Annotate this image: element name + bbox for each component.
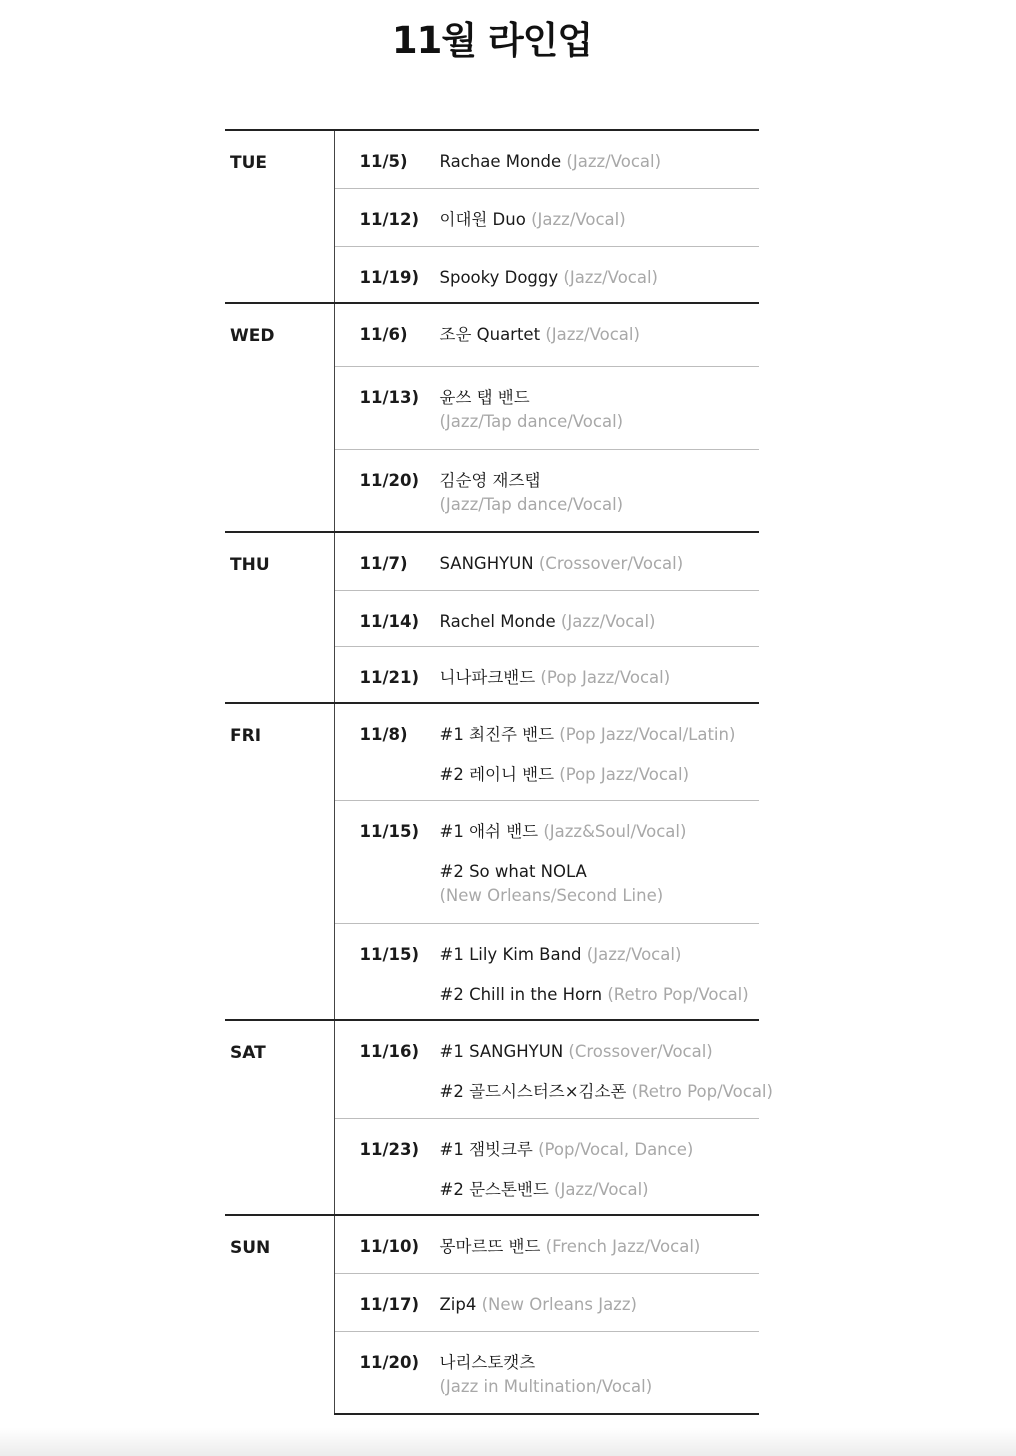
performance-date: 11/15) [359,944,419,964]
schedule-row [225,303,759,366]
act-list [440,666,760,690]
lineup-body [225,130,773,1414]
act-genre: (Jazz in Multination/Vocal) [439,1376,653,1396]
performance-date: 11/16) [359,1042,419,1061]
schedule-row [225,703,759,800]
act-item [440,1351,760,1399]
schedule-row [225,1215,759,1273]
entry-cell [334,646,759,703]
act-genre: (New Orleans Jazz) [481,1294,637,1314]
day-label: THU [230,555,270,575]
act-item [440,208,760,232]
act-name: #2 So what NOLA [439,861,587,881]
entry-cell [334,188,759,246]
performance-date: 11/19) [359,267,419,287]
bottom-fade [0,1428,1016,1456]
act-item [440,943,760,967]
performance-date: 11/12) [359,209,419,229]
act-list [440,1351,760,1399]
act-list [440,1138,760,1202]
act-genre: (Pop/Vocal, Dance) [538,1139,694,1159]
day-label: FRI [230,726,262,746]
lineup-table [225,129,773,1415]
act-name: 윤쓰 탭 밴드 [439,387,530,407]
entry-cell [334,1331,759,1414]
day-cell [225,1215,334,1414]
act-name: 이대원 Duo [439,209,526,229]
entry-cell [334,703,759,800]
act-genre: (Jazz/Vocal) [554,1179,649,1199]
act-genre: (Jazz/Vocal) [563,267,658,287]
act-item [440,469,760,517]
entry-cell [334,532,759,590]
performance-date: 11/13) [359,387,419,407]
act-genre: (Retro Pop/Vocal) [631,1082,773,1101]
day-label: WED [230,326,275,346]
entry-cell [334,1273,759,1331]
act-name: 조운 Quartet [439,325,541,344]
act-item [440,1235,760,1259]
act-item [440,1178,760,1202]
act-name: #1 잼빗크루 [439,1139,533,1159]
performance-date: 11/20) [359,470,419,490]
act-genre: (Jazz/Vocal) [531,209,626,229]
act-name: 니나파크밴드 [439,667,536,687]
entry-cell [334,246,759,303]
act-genre: (Jazz/Vocal) [566,152,662,171]
act-genre: (New Orleans/Second Line) [439,885,664,905]
act-item [440,983,760,1007]
performance-date: 11/7) [359,554,408,573]
day-label: SAT [230,1043,266,1063]
act-item [440,610,760,634]
act-item [440,763,760,787]
act-list [440,469,760,517]
act-item [440,1040,773,1064]
page-title: 11월 라인업 [391,19,593,62]
act-list [440,208,760,232]
act-genre: (Crossover/Vocal) [568,1042,713,1061]
act-name: SANGHYUN [439,554,534,573]
performance-date: 11/20) [359,1352,419,1372]
act-list [440,266,760,290]
act-item [440,150,760,174]
act-genre: (Pop Jazz/Vocal) [540,667,671,687]
act-name: #1 Lily Kim Band [439,944,582,964]
act-item [440,386,760,434]
entry-cell [334,923,759,1020]
entry-cell [334,1020,773,1118]
act-name: 나리스토캣츠 [439,1352,536,1372]
act-list [440,386,760,434]
act-list [440,943,760,1007]
act-name: Zip4 [439,1294,477,1314]
schedule-row [225,1020,759,1118]
performance-date: 11/8) [359,725,408,744]
act-name: 몽마르뜨 밴드 [439,1237,541,1256]
act-list [440,552,760,576]
act-list [440,1293,760,1317]
act-item [440,723,760,747]
act-item [440,820,760,844]
act-genre: (Crossover/Vocal) [538,554,684,573]
act-genre: (Jazz&Soul/Vocal) [543,821,687,841]
performance-date: 11/15) [359,821,419,841]
act-genre: (Pop Jazz/Vocal) [559,765,690,784]
day-cell [225,532,334,703]
performance-date: 11/10) [359,1237,419,1256]
entry-cell [334,800,759,923]
entry-cell [334,449,759,532]
schedule-row [225,130,759,188]
act-name: Rachae Monde [439,152,562,171]
act-genre: (Jazz/Vocal) [560,611,656,631]
act-item [440,1293,760,1317]
act-name: #2 문스톤밴드 [439,1179,549,1199]
act-genre: (Jazz/Tap dance/Vocal) [439,411,624,431]
act-item [440,860,760,908]
performance-date: 11/21) [359,667,419,687]
act-list [440,610,760,634]
act-genre: (French Jazz/Vocal) [545,1237,701,1256]
act-item [440,323,760,347]
act-name: #2 레이니 밴드 [439,765,555,784]
performance-date: 11/23) [359,1139,419,1159]
performance-date: 11/17) [359,1294,419,1314]
act-genre: (Retro Pop/Vocal) [607,984,749,1004]
day-cell [225,303,334,532]
act-item [440,552,760,576]
act-genre: (Pop Jazz/Vocal/Latin) [559,725,736,744]
act-name: #2 골드시스터즈×김소폰 [439,1082,627,1101]
act-name: Rachel Monde [439,611,556,631]
act-name: #1 애쉬 밴드 [439,821,539,841]
act-name: 김순영 재즈탭 [439,470,541,490]
entry-cell [334,1118,759,1215]
act-name: #1 SANGHYUN [439,1042,564,1061]
entry-cell [334,590,759,646]
act-list [440,150,760,174]
act-item [440,666,760,690]
day-label: SUN [230,1238,271,1258]
performance-date: 11/6) [359,325,408,344]
act-item [440,1080,773,1104]
entry-cell [334,1215,759,1273]
entry-cell [334,366,759,449]
entry-cell [334,130,759,188]
act-list [440,723,760,787]
act-list [440,820,760,908]
day-cell [225,703,334,1020]
day-cell [225,130,334,303]
act-genre: (Jazz/Vocal) [586,944,682,964]
act-name: #1 최진주 밴드 [439,725,555,744]
schedule-row [225,532,759,590]
day-cell [225,1020,334,1215]
act-name: #2 Chill in the Horn [439,984,603,1004]
act-item [440,266,760,290]
performance-date: 11/14) [359,611,419,631]
act-genre: (Jazz/Vocal) [545,325,640,344]
act-name: Spooky Doggy [439,267,559,287]
act-list [440,323,760,347]
day-label: TUE [230,153,268,173]
entry-cell [334,303,759,366]
act-list [440,1040,773,1104]
act-genre: (Jazz/Tap dance/Vocal) [439,494,624,514]
performance-date: 11/5) [359,152,408,171]
act-item [440,1138,760,1162]
act-list [440,1235,760,1259]
